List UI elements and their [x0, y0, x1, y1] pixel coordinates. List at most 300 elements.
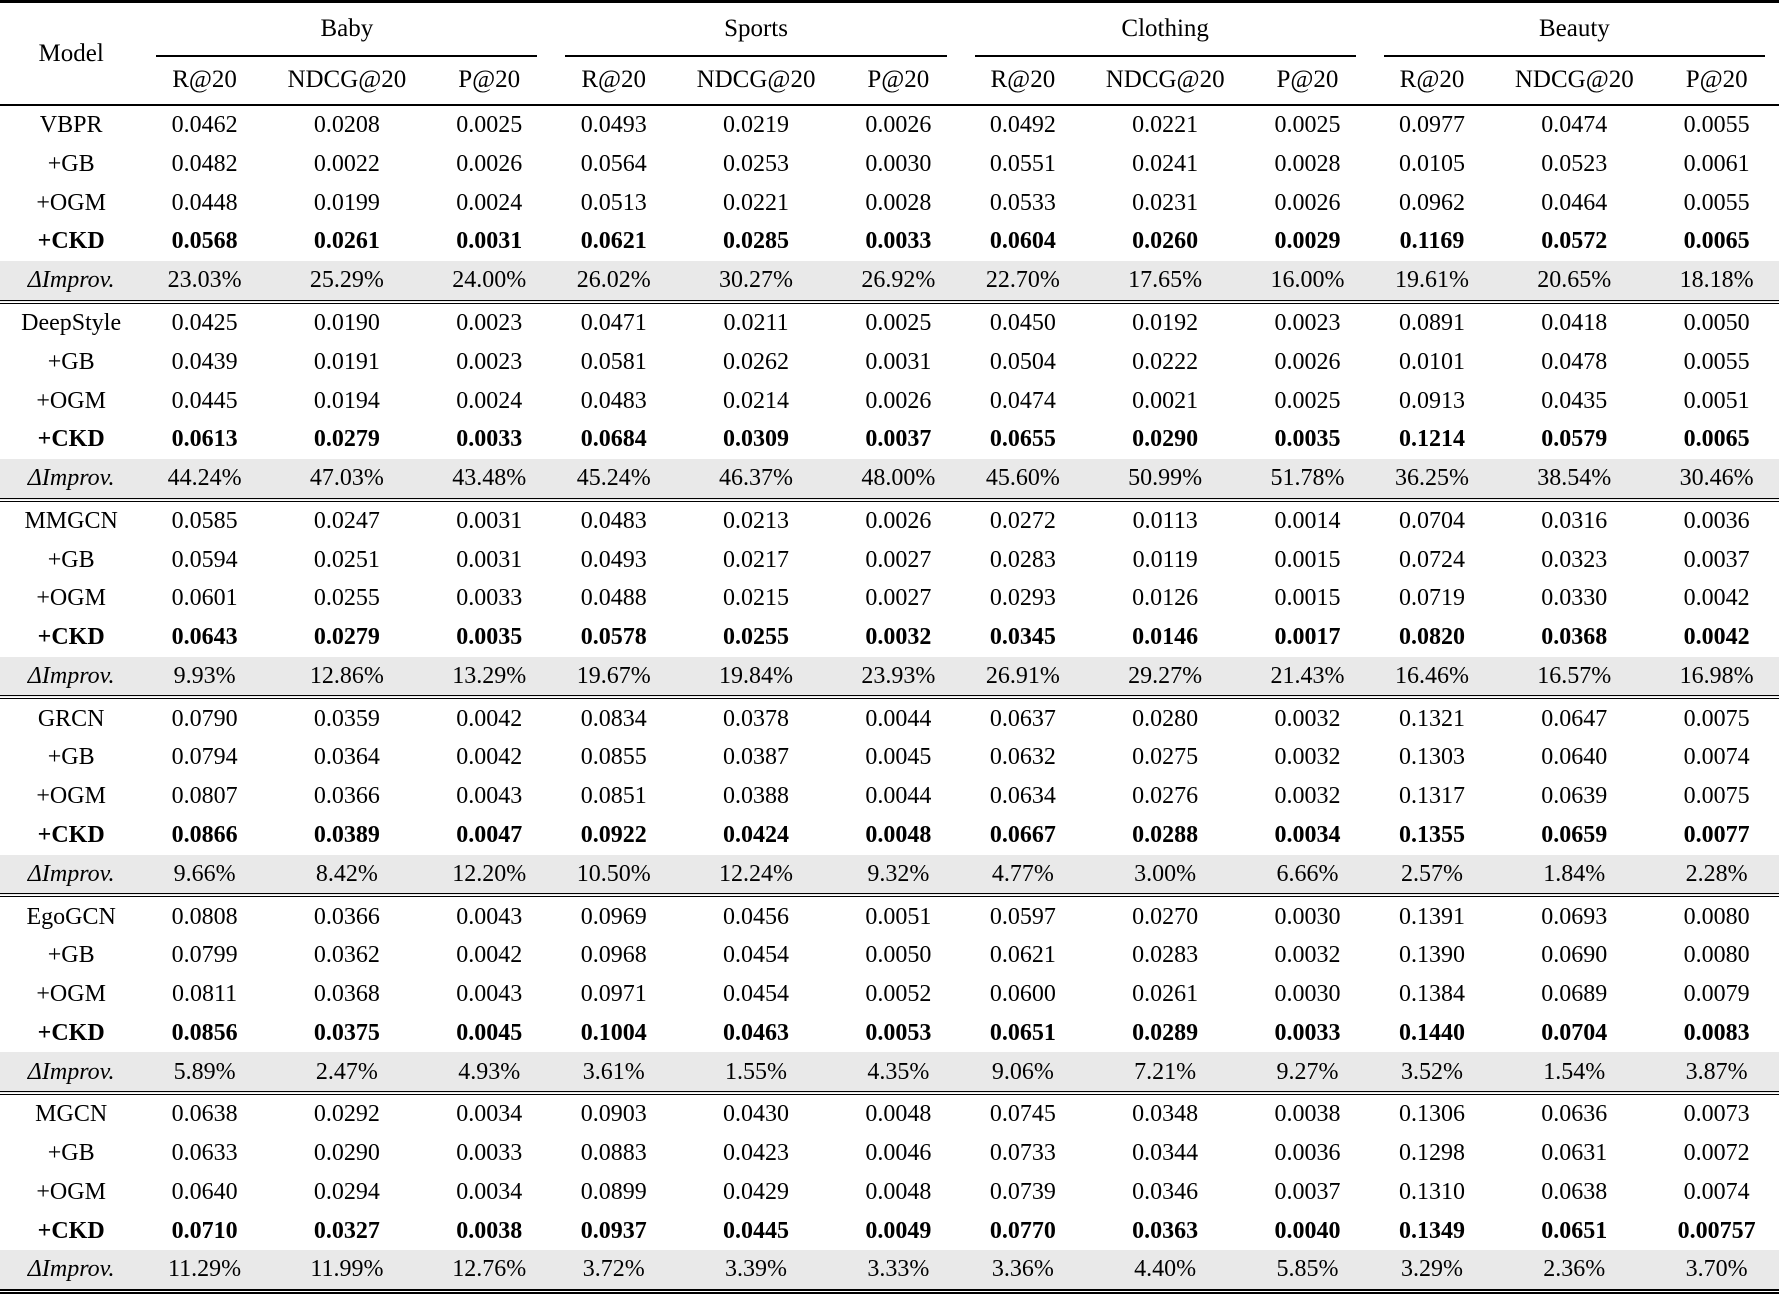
value-cell: 0.0594: [171, 546, 238, 573]
value-cell: 0.0425: [171, 310, 238, 337]
value-cell: 0.0719: [1398, 585, 1465, 612]
value-cell: 0.0581: [580, 348, 647, 375]
value-cell: 0.0030: [865, 150, 932, 177]
improvement-cell: 36.25%: [1370, 459, 1495, 500]
improvement-cell: 11.99%: [267, 1250, 427, 1291]
value-cell: 0.0359: [313, 705, 380, 732]
improvement-cell: 26.91%: [961, 657, 1086, 698]
value-cell: 0.0035: [456, 624, 523, 651]
dataset-header-sports: Sports: [551, 2, 960, 58]
value-cell: 0.0276: [1132, 783, 1199, 810]
model-label: +GB: [47, 546, 95, 573]
improvement-cell: 4.77%: [961, 855, 1086, 896]
value-cell: 0.00757: [1677, 1217, 1756, 1244]
table-row: [0, 738, 1779, 777]
value-cell: 0.0055: [1683, 348, 1750, 375]
value-cell: 0.0883: [580, 1140, 647, 1167]
value-cell: 0.0971: [580, 981, 647, 1008]
value-cell: 0.0283: [1132, 942, 1199, 969]
value-cell: 0.0613: [171, 426, 238, 453]
improvement-label: ΔImprov.: [0, 1250, 142, 1291]
value-cell: 0.0241: [1132, 150, 1199, 177]
improvement-cell: 26.92%: [836, 261, 961, 302]
improvement-label: ΔImprov.: [0, 1052, 142, 1093]
value-cell: 0.0316: [1541, 507, 1608, 534]
improvement-cell: 45.60%: [961, 459, 1086, 500]
improvement-row: [0, 855, 1779, 896]
value-cell: 0.0724: [1398, 546, 1465, 573]
value-cell: 0.0690: [1541, 942, 1608, 969]
model-label: +CKD: [37, 1019, 105, 1046]
improvement-cell: 9.66%: [142, 855, 267, 896]
value-cell: 0.0378: [723, 705, 790, 732]
value-cell: 0.0270: [1132, 903, 1199, 930]
improvement-cell: 1.55%: [676, 1052, 836, 1093]
improvement-cell: 5.89%: [142, 1052, 267, 1093]
table-row: [0, 618, 1779, 657]
value-cell: 0.0221: [1132, 112, 1199, 139]
value-cell: 0.0032: [1274, 942, 1341, 969]
dataset-header-beauty: Beauty: [1370, 2, 1779, 58]
value-cell: 0.0834: [580, 705, 647, 732]
improvement-cell: 19.67%: [551, 657, 676, 698]
value-cell: 0.0922: [580, 821, 647, 848]
table-row: [0, 777, 1779, 816]
value-cell: 0.0045: [456, 1019, 523, 1046]
model-label: GRCN: [37, 705, 105, 732]
improvement-cell: 24.00%: [427, 261, 552, 302]
value-cell: 0.0456: [723, 903, 790, 930]
improvement-cell: 12.24%: [676, 855, 836, 896]
value-cell: 0.0279: [313, 426, 380, 453]
value-cell: 0.0439: [171, 348, 238, 375]
value-cell: 0.1317: [1398, 783, 1465, 810]
value-cell: 0.0632: [989, 744, 1056, 771]
value-cell: 0.0454: [723, 942, 790, 969]
metric-header: P@20: [867, 66, 930, 93]
value-cell: 0.0794: [171, 744, 238, 771]
value-cell: 0.0366: [313, 903, 380, 930]
value-cell: 0.0031: [865, 348, 932, 375]
improvement-label: ΔImprov.: [0, 261, 142, 302]
improvement-cell: 19.61%: [1370, 261, 1495, 302]
value-cell: 0.0043: [456, 981, 523, 1008]
table-row: [0, 343, 1779, 382]
model-label: +OGM: [36, 585, 106, 612]
value-cell: 0.0075: [1683, 705, 1750, 732]
value-cell: 0.0493: [580, 112, 647, 139]
improvement-label: ΔImprov.: [0, 657, 142, 698]
value-cell: 0.0483: [580, 387, 647, 414]
value-cell: 0.0023: [456, 310, 523, 337]
metric-header: R@20: [581, 66, 647, 93]
value-cell: 0.0023: [1274, 310, 1341, 337]
metric-header: R@20: [1399, 66, 1465, 93]
value-cell: 0.0640: [171, 1178, 238, 1205]
model-label: +GB: [47, 150, 95, 177]
value-cell: 0.0261: [313, 228, 380, 255]
improvement-cell: 21.43%: [1245, 657, 1370, 698]
value-cell: 0.0638: [1541, 1178, 1608, 1205]
value-cell: 0.0037: [1683, 546, 1750, 573]
value-cell: 0.0192: [1132, 310, 1199, 337]
value-cell: 0.0564: [580, 150, 647, 177]
improvement-cell: 16.46%: [1370, 657, 1495, 698]
value-cell: 0.0190: [313, 310, 380, 337]
value-cell: 0.0032: [1274, 744, 1341, 771]
model-label: +OGM: [36, 387, 106, 414]
improvement-cell: 3.72%: [551, 1250, 676, 1291]
value-cell: 0.0031: [456, 228, 523, 255]
improvement-cell: 25.29%: [267, 261, 427, 302]
improvement-cell: 3.29%: [1370, 1250, 1495, 1291]
table-row: [0, 500, 1779, 541]
value-cell: 0.0048: [865, 821, 932, 848]
model-label: +CKD: [37, 1217, 105, 1244]
value-cell: 0.0217: [723, 546, 790, 573]
value-cell: 0.0027: [865, 585, 932, 612]
value-cell: 0.0065: [1683, 426, 1750, 453]
model-label: +OGM: [36, 783, 106, 810]
value-cell: 0.0597: [989, 903, 1056, 930]
value-cell: 0.0072: [1683, 1140, 1750, 1167]
table-row: [0, 105, 1779, 145]
value-cell: 0.0285: [723, 228, 790, 255]
value-cell: 0.0211: [723, 310, 789, 337]
value-cell: 0.0074: [1683, 744, 1750, 771]
value-cell: 0.0028: [1274, 150, 1341, 177]
value-cell: 0.0077: [1683, 821, 1750, 848]
table-row: [0, 895, 1779, 936]
value-cell: 0.0033: [1274, 1019, 1341, 1046]
value-cell: 0.0493: [580, 546, 647, 573]
value-cell: 0.1306: [1398, 1101, 1465, 1128]
value-cell: 0.0636: [1541, 1101, 1608, 1128]
value-cell: 0.0015: [1274, 585, 1341, 612]
value-cell: 0.0036: [1274, 1140, 1341, 1167]
value-cell: 0.0022: [313, 150, 380, 177]
value-cell: 0.0655: [989, 426, 1056, 453]
improvement-cell: 4.40%: [1085, 1250, 1245, 1291]
value-cell: 0.0572: [1541, 228, 1608, 255]
value-cell: 0.0368: [1541, 624, 1608, 651]
value-cell: 0.0423: [723, 1140, 790, 1167]
value-cell: 0.1390: [1398, 942, 1465, 969]
model-label: VBPR: [39, 112, 103, 139]
value-cell: 0.0247: [313, 507, 380, 534]
table-row: [0, 1211, 1779, 1250]
value-cell: 0.0290: [313, 1140, 380, 1167]
value-cell: 0.0079: [1683, 981, 1750, 1008]
table-row: [0, 1093, 1779, 1134]
value-cell: 0.0074: [1683, 1178, 1750, 1205]
value-cell: 0.0213: [723, 507, 790, 534]
improvement-cell: 20.65%: [1494, 261, 1654, 302]
table-row: [0, 145, 1779, 184]
value-cell: 0.0368: [313, 981, 380, 1008]
value-cell: 0.0279: [313, 624, 380, 651]
value-cell: 0.0418: [1541, 310, 1608, 337]
value-cell: 0.0585: [171, 507, 238, 534]
value-cell: 0.0684: [580, 426, 647, 453]
improvement-cell: 12.76%: [427, 1250, 552, 1291]
value-cell: 0.0474: [1541, 112, 1608, 139]
value-cell: 0.0323: [1541, 546, 1608, 573]
value-cell: 0.1355: [1398, 821, 1465, 848]
value-cell: 0.0036: [1683, 507, 1750, 534]
value-cell: 0.0327: [313, 1217, 380, 1244]
value-cell: 0.0053: [865, 1019, 932, 1046]
value-cell: 0.0048: [865, 1101, 932, 1128]
table-row: [0, 697, 1779, 738]
value-cell: 0.0038: [456, 1217, 523, 1244]
value-cell: 0.0043: [456, 903, 523, 930]
value-cell: 0.0280: [1132, 705, 1199, 732]
value-cell: 0.0464: [1541, 189, 1608, 216]
improvement-cell: 3.39%: [676, 1250, 836, 1291]
value-cell: 0.0913: [1398, 387, 1465, 414]
value-cell: 0.0292: [313, 1101, 380, 1128]
value-cell: 0.0471: [580, 310, 647, 337]
value-cell: 0.0048: [865, 1178, 932, 1205]
table-row: [0, 936, 1779, 975]
value-cell: 0.0040: [1274, 1217, 1341, 1244]
value-cell: 0.0146: [1132, 624, 1199, 651]
value-cell: 0.0283: [989, 546, 1056, 573]
dataset-header-clothing: Clothing: [961, 2, 1370, 58]
table-row: [0, 302, 1779, 343]
improvement-cell: 1.54%: [1494, 1052, 1654, 1093]
value-cell: 0.0214: [723, 387, 790, 414]
model-label: +CKD: [37, 624, 105, 651]
improvement-row: [0, 657, 1779, 698]
value-cell: 0.0255: [723, 624, 790, 651]
value-cell: 0.0017: [1274, 624, 1341, 651]
metric-header: P@20: [458, 66, 521, 93]
value-cell: 0.0026: [456, 150, 523, 177]
value-cell: 0.0030: [1274, 903, 1341, 930]
improvement-cell: 9.06%: [961, 1052, 1086, 1093]
model-label: EgoGCN: [26, 903, 116, 930]
value-cell: 0.0231: [1132, 189, 1199, 216]
value-cell: 0.1384: [1398, 981, 1465, 1008]
value-cell: 0.0733: [989, 1140, 1056, 1167]
value-cell: 0.0028: [865, 189, 932, 216]
value-cell: 0.0346: [1132, 1178, 1199, 1205]
model-column-header: Model: [38, 39, 104, 67]
model-label: DeepStyle: [21, 310, 122, 337]
improvement-cell: 3.61%: [551, 1052, 676, 1093]
value-cell: 0.0272: [989, 507, 1056, 534]
improvement-cell: 7.21%: [1085, 1052, 1245, 1093]
value-cell: 0.0215: [723, 585, 790, 612]
value-cell: 0.0024: [456, 387, 523, 414]
value-cell: 0.0046: [865, 1140, 932, 1167]
value-cell: 0.0807: [171, 783, 238, 810]
value-cell: 0.0387: [723, 744, 790, 771]
value-cell: 0.0488: [580, 585, 647, 612]
value-cell: 0.0364: [313, 744, 380, 771]
improvement-cell: 3.87%: [1654, 1052, 1779, 1093]
model-group: [0, 697, 1779, 895]
value-cell: 0.0389: [313, 821, 380, 848]
improvement-cell: 4.35%: [836, 1052, 961, 1093]
improvement-cell: 17.65%: [1085, 261, 1245, 302]
value-cell: 0.0631: [1541, 1140, 1608, 1167]
value-cell: 0.0492: [989, 112, 1056, 139]
value-cell: 0.0025: [456, 112, 523, 139]
value-cell: 0.0119: [1132, 546, 1198, 573]
value-cell: 0.0445: [171, 387, 238, 414]
value-cell: 0.0551: [989, 150, 1056, 177]
value-cell: 0.0430: [723, 1101, 790, 1128]
value-cell: 0.0051: [865, 903, 932, 930]
value-cell: 0.0034: [456, 1178, 523, 1205]
table-row: [0, 1014, 1779, 1053]
value-cell: 0.0034: [456, 1101, 523, 1128]
value-cell: 0.0255: [313, 585, 380, 612]
value-cell: 0.0080: [1683, 942, 1750, 969]
improvement-cell: 11.29%: [142, 1250, 267, 1291]
improvement-cell: 10.50%: [551, 855, 676, 896]
metric-header: R@20: [172, 66, 237, 93]
value-cell: 0.0027: [865, 546, 932, 573]
value-cell: 0.1303: [1398, 744, 1465, 771]
value-cell: 0.0799: [171, 942, 238, 969]
value-cell: 0.0024: [456, 189, 523, 216]
improvement-cell: 12.86%: [267, 657, 427, 698]
value-cell: 0.1349: [1398, 1217, 1465, 1244]
value-cell: 0.0790: [171, 705, 238, 732]
improvement-cell: 16.00%: [1245, 261, 1370, 302]
value-cell: 0.0435: [1541, 387, 1608, 414]
value-cell: 0.0253: [723, 150, 790, 177]
value-cell: 0.0073: [1683, 1101, 1750, 1128]
value-cell: 0.0101: [1398, 348, 1465, 375]
value-cell: 0.0568: [171, 228, 238, 255]
improvement-cell: 16.57%: [1494, 657, 1654, 698]
improvement-cell: 9.93%: [142, 657, 267, 698]
value-cell: 0.0621: [989, 942, 1056, 969]
improvement-cell: 47.03%: [267, 459, 427, 500]
value-cell: 0.0770: [989, 1217, 1056, 1244]
value-cell: 0.0856: [171, 1019, 238, 1046]
value-cell: 0.0640: [1541, 744, 1608, 771]
value-cell: 0.0637: [989, 705, 1056, 732]
value-cell: 0.0055: [1683, 189, 1750, 216]
value-cell: 0.0693: [1541, 903, 1608, 930]
value-cell: 0.0448: [171, 189, 238, 216]
value-cell: 0.0667: [989, 821, 1056, 848]
value-cell: 0.0035: [1274, 426, 1341, 453]
value-cell: 0.1214: [1398, 426, 1465, 453]
model-group: [0, 500, 1779, 698]
value-cell: 0.0260: [1132, 228, 1199, 255]
value-cell: 0.0578: [580, 624, 647, 651]
value-cell: 0.0275: [1132, 744, 1199, 771]
value-cell: 0.0049: [865, 1217, 932, 1244]
value-cell: 0.0808: [171, 903, 238, 930]
improvement-cell: 44.24%: [142, 459, 267, 500]
table-row: [0, 1134, 1779, 1173]
model-group: [0, 302, 1779, 500]
value-cell: 0.0075: [1683, 783, 1750, 810]
metric-header: P@20: [1685, 66, 1748, 93]
value-cell: 0.1391: [1398, 903, 1465, 930]
value-cell: 0.0633: [171, 1140, 238, 1167]
value-cell: 0.0026: [1274, 348, 1341, 375]
improvement-cell: 13.29%: [427, 657, 552, 698]
value-cell: 0.0739: [989, 1178, 1056, 1205]
improvement-cell: 3.36%: [961, 1250, 1086, 1291]
value-cell: 0.0937: [580, 1217, 647, 1244]
value-cell: 0.0038: [1274, 1101, 1341, 1128]
value-cell: 0.0651: [1541, 1217, 1608, 1244]
value-cell: 0.0032: [1274, 705, 1341, 732]
improvement-cell: 26.02%: [551, 261, 676, 302]
value-cell: 0.0454: [723, 981, 790, 1008]
value-cell: 0.0478: [1541, 348, 1608, 375]
model-group: [0, 1093, 1779, 1291]
improvement-cell: 2.36%: [1494, 1250, 1654, 1291]
table-row: [0, 540, 1779, 579]
metric-header: R@20: [990, 66, 1056, 93]
value-cell: 0.0065: [1683, 228, 1750, 255]
value-cell: 0.0344: [1132, 1140, 1199, 1167]
value-cell: 0.0032: [1274, 783, 1341, 810]
value-cell: 0.0969: [580, 903, 647, 930]
table-row: [0, 816, 1779, 855]
value-cell: 0.1321: [1398, 705, 1465, 732]
improvement-cell: 3.00%: [1085, 855, 1245, 896]
value-cell: 0.0055: [1683, 112, 1750, 139]
improvement-row: [0, 261, 1779, 302]
value-cell: 0.0643: [171, 624, 238, 651]
value-cell: 0.0289: [1132, 1019, 1199, 1046]
value-cell: 0.0052: [865, 981, 932, 1008]
value-cell: 0.0659: [1541, 821, 1608, 848]
improvement-row: [0, 459, 1779, 500]
value-cell: 0.0504: [989, 348, 1056, 375]
value-cell: 0.0032: [865, 624, 932, 651]
metric-header: NDCG@20: [287, 66, 407, 93]
model-label: +GB: [47, 942, 95, 969]
improvement-cell: 1.84%: [1494, 855, 1654, 896]
value-cell: 0.0294: [313, 1178, 380, 1205]
value-cell: 0.0621: [580, 228, 647, 255]
model-group: [0, 105, 1779, 302]
value-cell: 0.0025: [1274, 387, 1341, 414]
value-cell: 0.0445: [723, 1217, 790, 1244]
value-cell: 0.0474: [989, 387, 1056, 414]
value-cell: 0.1440: [1398, 1019, 1465, 1046]
value-cell: 0.0050: [1683, 310, 1750, 337]
value-cell: 0.0638: [171, 1101, 238, 1128]
metric-header: NDCG@20: [696, 66, 816, 93]
value-cell: 0.0034: [1274, 821, 1341, 848]
improvement-cell: 3.70%: [1654, 1250, 1779, 1291]
value-cell: 0.0745: [989, 1101, 1056, 1128]
improvement-row: [0, 1052, 1779, 1093]
value-cell: 0.0199: [313, 189, 380, 216]
value-cell: 0.0710: [171, 1217, 238, 1244]
improvement-cell: 51.78%: [1245, 459, 1370, 500]
improvement-cell: 3.33%: [836, 1250, 961, 1291]
value-cell: 0.0033: [456, 426, 523, 453]
improvement-cell: 23.93%: [836, 657, 961, 698]
value-cell: 0.0704: [1398, 507, 1465, 534]
improvement-cell: 2.47%: [267, 1052, 427, 1093]
